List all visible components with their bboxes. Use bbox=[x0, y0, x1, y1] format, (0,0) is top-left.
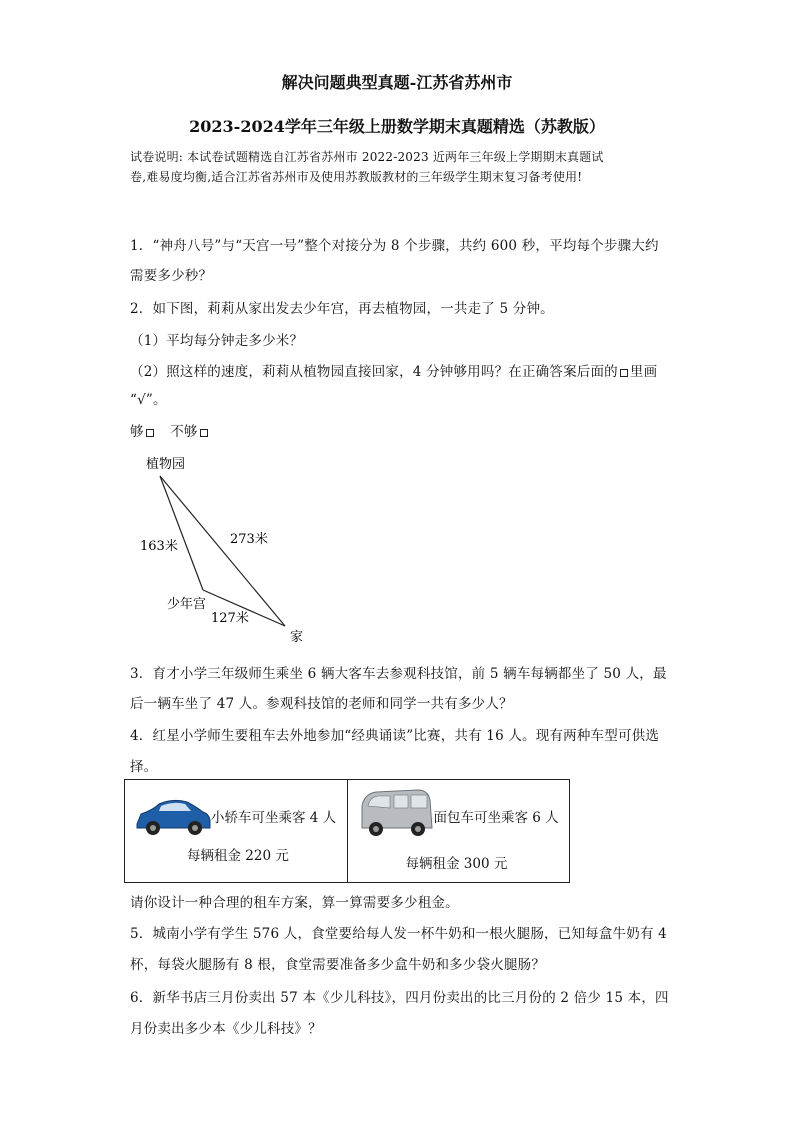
route-diagram bbox=[130, 450, 330, 650]
q5-line-1: 5．城南小学有学生 576 人，食堂要给每人发一杯牛奶和一根火腿肠，已知每盒牛奶有 4 bbox=[130, 926, 667, 942]
q2-sub-2-text-end: 里画 bbox=[629, 364, 658, 380]
q2-options bbox=[130, 420, 210, 440]
option-enough: 够 bbox=[130, 424, 144, 440]
q4-line-3: 请你设计一种合理的租车方案，算一算需要多少租金。 bbox=[130, 895, 459, 911]
q5-line-2: 杯，每袋火腿肠有 8 根，食堂需要准备多少盒牛奶和多少袋火腿肠？ bbox=[130, 957, 546, 973]
label-home: 家 bbox=[290, 630, 304, 645]
q2-sub-2 bbox=[130, 360, 657, 380]
van-capacity: 面包车可坐乘客 6 人 bbox=[433, 810, 559, 826]
page-subtitle: 2023-2024学年三年级上册数学期末真题精选（苏教版） bbox=[189, 117, 605, 136]
q3-line-1: 3．育才小学三年级师生乘坐 6 辆大客车去参观科技馆，前 5 辆车每辆都坐了 50 人，最 bbox=[130, 666, 667, 682]
answer-box bbox=[620, 369, 628, 377]
q2-sub-2-mark: “√”。 bbox=[130, 392, 167, 408]
option-not-enough: 不够 bbox=[170, 424, 198, 440]
q3-line-2: 后一辆车坐了 47 人。参观科技馆的老师和同学一共有多少人？ bbox=[130, 696, 513, 712]
sedan-rent: 每辆租金 220 元 bbox=[187, 848, 289, 864]
intro-line-2: 卷,难易度均衡,适合江苏省苏州市及使用苏教版教材的三年级学生期末复习备考使用! bbox=[130, 170, 583, 184]
q1-line-1: 1．“神舟八号”与“天宫一号”整个对接分为 8 个步骤，共约 600 秒，平均每个步骤大约 bbox=[130, 238, 659, 254]
label-dist-garden-palace: 163米 bbox=[140, 539, 178, 554]
q2-sub-2-text: （2）照这样的速度，莉莉从植物园直接回家，4 分钟够用吗？在正确答案后面的 bbox=[130, 364, 618, 380]
q6-line-1: 6．新华书店三月份卖出 57 本《少儿科技》，四月份卖出的比三月份的 2 倍少 15 本，四 bbox=[130, 990, 669, 1006]
label-palace: 少年宫 bbox=[167, 597, 207, 612]
van-rent: 每辆租金 300 元 bbox=[405, 856, 508, 872]
q2-sub-1: （1）平均每分钟走多少米？ bbox=[130, 333, 304, 349]
q4-line-2: 择。 bbox=[130, 759, 158, 775]
q2-line-1: 2．如下图，莉莉从家出发去少年宫，再去植物园，一共走了 5 分钟。 bbox=[130, 301, 554, 317]
vehicle-table bbox=[124, 779, 570, 883]
checkbox-enough[interactable] bbox=[146, 429, 154, 437]
page-title: 解决问题典型真题-江苏省苏州市 bbox=[281, 73, 513, 92]
label-garden: 植物园 bbox=[146, 457, 186, 472]
van-cell bbox=[347, 780, 570, 883]
segment-garden-palace bbox=[160, 476, 203, 590]
q6-line-2: 月份卖出多少本《少儿科技》？ bbox=[130, 1021, 322, 1037]
sedan-cell bbox=[125, 780, 348, 883]
sedan-capacity: 小轿车可坐乘客 4 人 bbox=[211, 810, 337, 826]
q4-line-1: 4．红星小学师生要租车去外地参加“经典诵读”比赛，共有 16 人。现有两种车型可供选 bbox=[130, 728, 660, 744]
checkbox-not-enough[interactable] bbox=[200, 429, 208, 437]
label-dist-palace-home: 127米 bbox=[211, 611, 249, 626]
label-dist-garden-home: 273米 bbox=[230, 532, 268, 547]
q1-line-2: 需要多少秒？ bbox=[130, 268, 213, 284]
sedan-icon bbox=[133, 792, 213, 840]
intro-line-1: 试卷说明: 本试卷试题精选自江苏省苏州市 2022-2023 近两年三年级上学期期末真题试 bbox=[130, 150, 604, 164]
van-icon bbox=[356, 784, 436, 840]
